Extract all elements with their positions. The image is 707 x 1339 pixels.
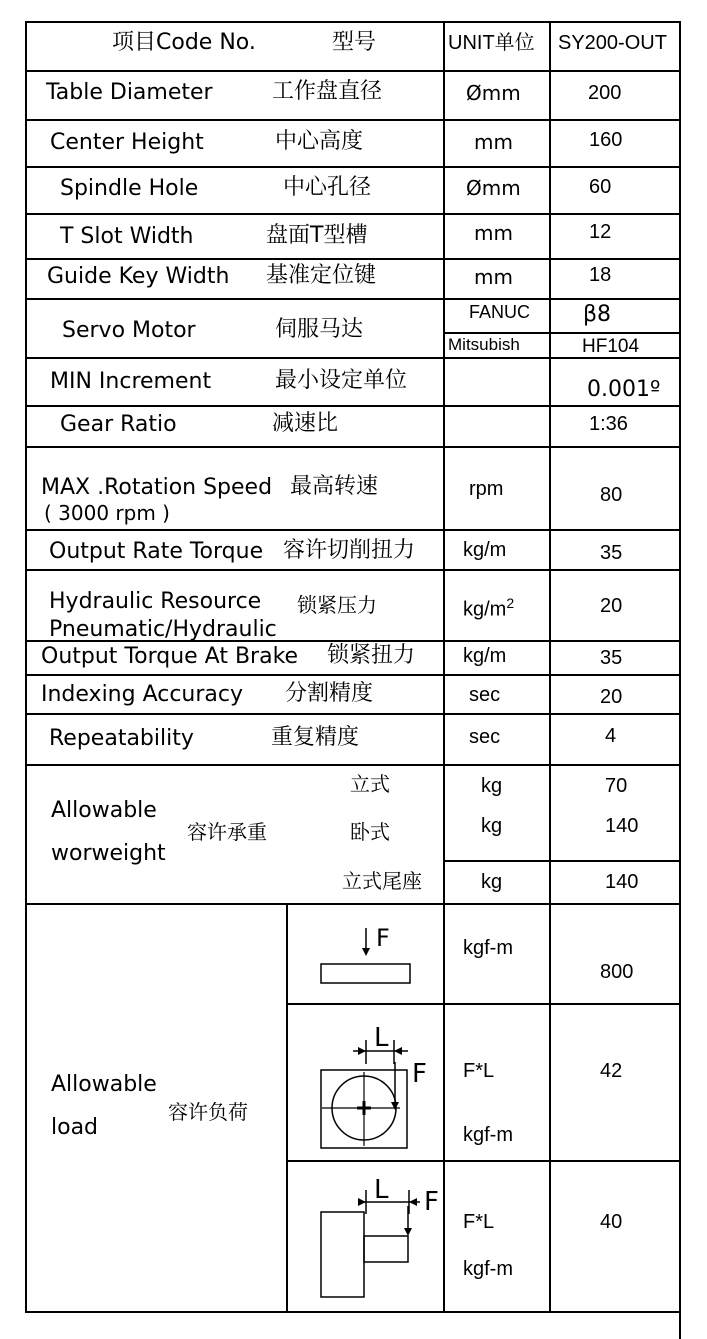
max-speed-note: ( 3000 rpm ): [44, 501, 170, 525]
hydraulic-unit: [463, 595, 514, 622]
row-value: 200: [588, 82, 622, 104]
rule: [549, 21, 551, 1313]
max-speed-label-en: MAX .Rotation Speed: [41, 475, 273, 500]
gear-ratio-label-cn: 减速比: [272, 411, 339, 436]
load-label-cn: 容许负荷: [168, 1100, 248, 1124]
rule: [25, 21, 681, 23]
workweight-unit: kg: [481, 775, 503, 797]
header-unit: UNIT单位: [448, 32, 535, 54]
row-value: 12: [589, 221, 612, 243]
servo-label-cn: 伺服马达: [275, 317, 364, 342]
rule: [25, 21, 27, 1313]
load-label-en: Allowable: [51, 1072, 157, 1097]
repeat-unit: sec: [469, 726, 501, 748]
min-increment-label-cn: 最小设定单位: [275, 368, 408, 393]
repeat-label-cn: 重复精度: [271, 725, 360, 750]
indexing-value: 20: [600, 686, 623, 708]
output-rate-label-cn: 容许切削扭力: [283, 538, 416, 563]
rule: [443, 332, 681, 334]
row-label-cn: 中心高度: [275, 129, 364, 154]
servo-fanuc-value: β8: [583, 302, 612, 327]
output-rate-unit: kg/m: [463, 539, 507, 561]
header-model: 型号: [332, 30, 377, 55]
row-label-en: Center Height: [50, 130, 204, 155]
rule: [25, 674, 681, 676]
workweight-orient: 立式尾座: [342, 869, 422, 893]
length-label: L: [374, 1023, 389, 1053]
servo-fanuc-label: FANUC: [469, 302, 531, 322]
row-label-en: Table Diameter: [46, 80, 213, 105]
moment-side-diagram: [300, 1168, 440, 1308]
gear-ratio-label-en: Gear Ratio: [60, 412, 177, 437]
row-unit: Ømm: [466, 81, 521, 105]
workweight-orient: 立式: [350, 772, 390, 796]
row-label-cn: 工作盘直径: [272, 79, 383, 104]
load-value: 40: [600, 1211, 623, 1233]
rule: [286, 903, 288, 1313]
force-label: F: [376, 924, 390, 952]
hydraulic-label-cn: 锁紧压力: [297, 593, 377, 617]
row-label-en: T Slot Width: [60, 224, 194, 249]
row-value: 60: [589, 176, 612, 198]
row-value: 18: [589, 264, 612, 286]
brake-label-en: Output Torque At Brake: [41, 644, 299, 669]
load-label-en-2: load: [51, 1115, 99, 1140]
rule: [25, 446, 681, 448]
rule: [286, 1160, 681, 1162]
rule: [25, 298, 681, 300]
rule: [25, 1311, 681, 1313]
load-value: 800: [600, 961, 634, 983]
hydraulic-unit-base: kg/m: [463, 598, 507, 621]
rule: [443, 21, 445, 1313]
max-speed-value: 80: [600, 484, 623, 506]
workweight-unit: kg: [481, 815, 503, 837]
row-label-cn: 基准定位键: [266, 263, 377, 288]
row-label-en: Guide Key Width: [47, 264, 230, 289]
min-increment-value: 0.001º: [587, 377, 661, 402]
hydraulic-value: 20: [600, 595, 623, 617]
row-unit: mm: [474, 130, 513, 154]
row-unit: mm: [474, 221, 513, 245]
load-unit: kgf-m: [463, 937, 513, 959]
servo-label-en: Servo Motor: [62, 318, 196, 343]
servo-mitsubishi-value: HF104: [582, 336, 640, 357]
servo-mitsubishi-label: Mitsubish: [448, 335, 520, 354]
force-label: F: [424, 1187, 439, 1217]
header-item: 项目Code No.: [112, 30, 256, 55]
rule: [679, 21, 681, 1339]
max-speed-label-cn: 最高转速: [290, 474, 379, 499]
workweight-value: 70: [605, 775, 628, 797]
axial-force-diagram: [300, 912, 440, 997]
gear-ratio-value: 1:36: [589, 413, 628, 435]
indexing-label-cn: 分割精度: [285, 681, 374, 706]
output-rate-label-en: Output Rate Torque: [49, 539, 264, 564]
rule: [443, 860, 681, 862]
indexing-label-en: Indexing Accuracy: [41, 682, 244, 707]
row-value: 160: [589, 129, 623, 151]
rule: [286, 1003, 681, 1005]
rule: [25, 903, 681, 905]
rule: [25, 70, 681, 72]
max-speed-unit: rpm: [469, 478, 504, 500]
repeat-value: 4: [605, 725, 617, 747]
workweight-label-cn: 容许承重: [187, 820, 267, 844]
row-label-en: Spindle Hole: [60, 176, 199, 201]
workweight-label-en: Allowable: [51, 798, 157, 823]
hydraulic-label-en-2: Pneumatic/Hydraulic: [49, 617, 277, 642]
rule: [25, 258, 681, 260]
rule: [25, 405, 681, 407]
rule: [25, 119, 681, 121]
repeat-label-en: Repeatability: [49, 726, 194, 751]
rule: [25, 764, 681, 766]
workweight-orient: 卧式: [350, 820, 390, 844]
rule: [25, 213, 681, 215]
brake-label-cn: 锁紧扭力: [327, 643, 416, 668]
workweight-label-en-2: worweight: [51, 841, 166, 866]
row-label-cn: 中心孔径: [283, 175, 372, 200]
force-label: F: [412, 1059, 427, 1089]
output-rate-value: 35: [600, 542, 623, 564]
row-unit: Ømm: [466, 176, 521, 200]
workweight-unit: kg: [481, 871, 503, 893]
header-value: SY200-OUT: [558, 32, 667, 54]
moment-front-diagram: [300, 1012, 440, 1157]
brake-unit: kg/m: [463, 645, 507, 667]
rule: [25, 569, 681, 571]
min-increment-label-en: MIN Increment: [50, 369, 212, 394]
hydraulic-unit-exponent: 2: [506, 595, 515, 611]
workweight-value: 140: [605, 815, 639, 837]
load-unit: F*L: [463, 1060, 495, 1082]
row-unit: mm: [474, 265, 513, 289]
indexing-unit: sec: [469, 684, 501, 706]
hydraulic-label-en: Hydraulic Resource: [49, 589, 262, 614]
rule: [25, 166, 681, 168]
workweight-value: 140: [605, 871, 639, 893]
rule: [25, 529, 681, 531]
rule: [25, 713, 681, 715]
load-unit-2: kgf-m: [463, 1124, 513, 1146]
load-unit: F*L: [463, 1211, 495, 1233]
load-unit-2: kgf-m: [463, 1258, 513, 1280]
row-label-cn: 盘面T型槽: [266, 223, 368, 248]
length-label: L: [374, 1175, 389, 1205]
load-value: 42: [600, 1060, 623, 1082]
brake-value: 35: [600, 647, 623, 669]
